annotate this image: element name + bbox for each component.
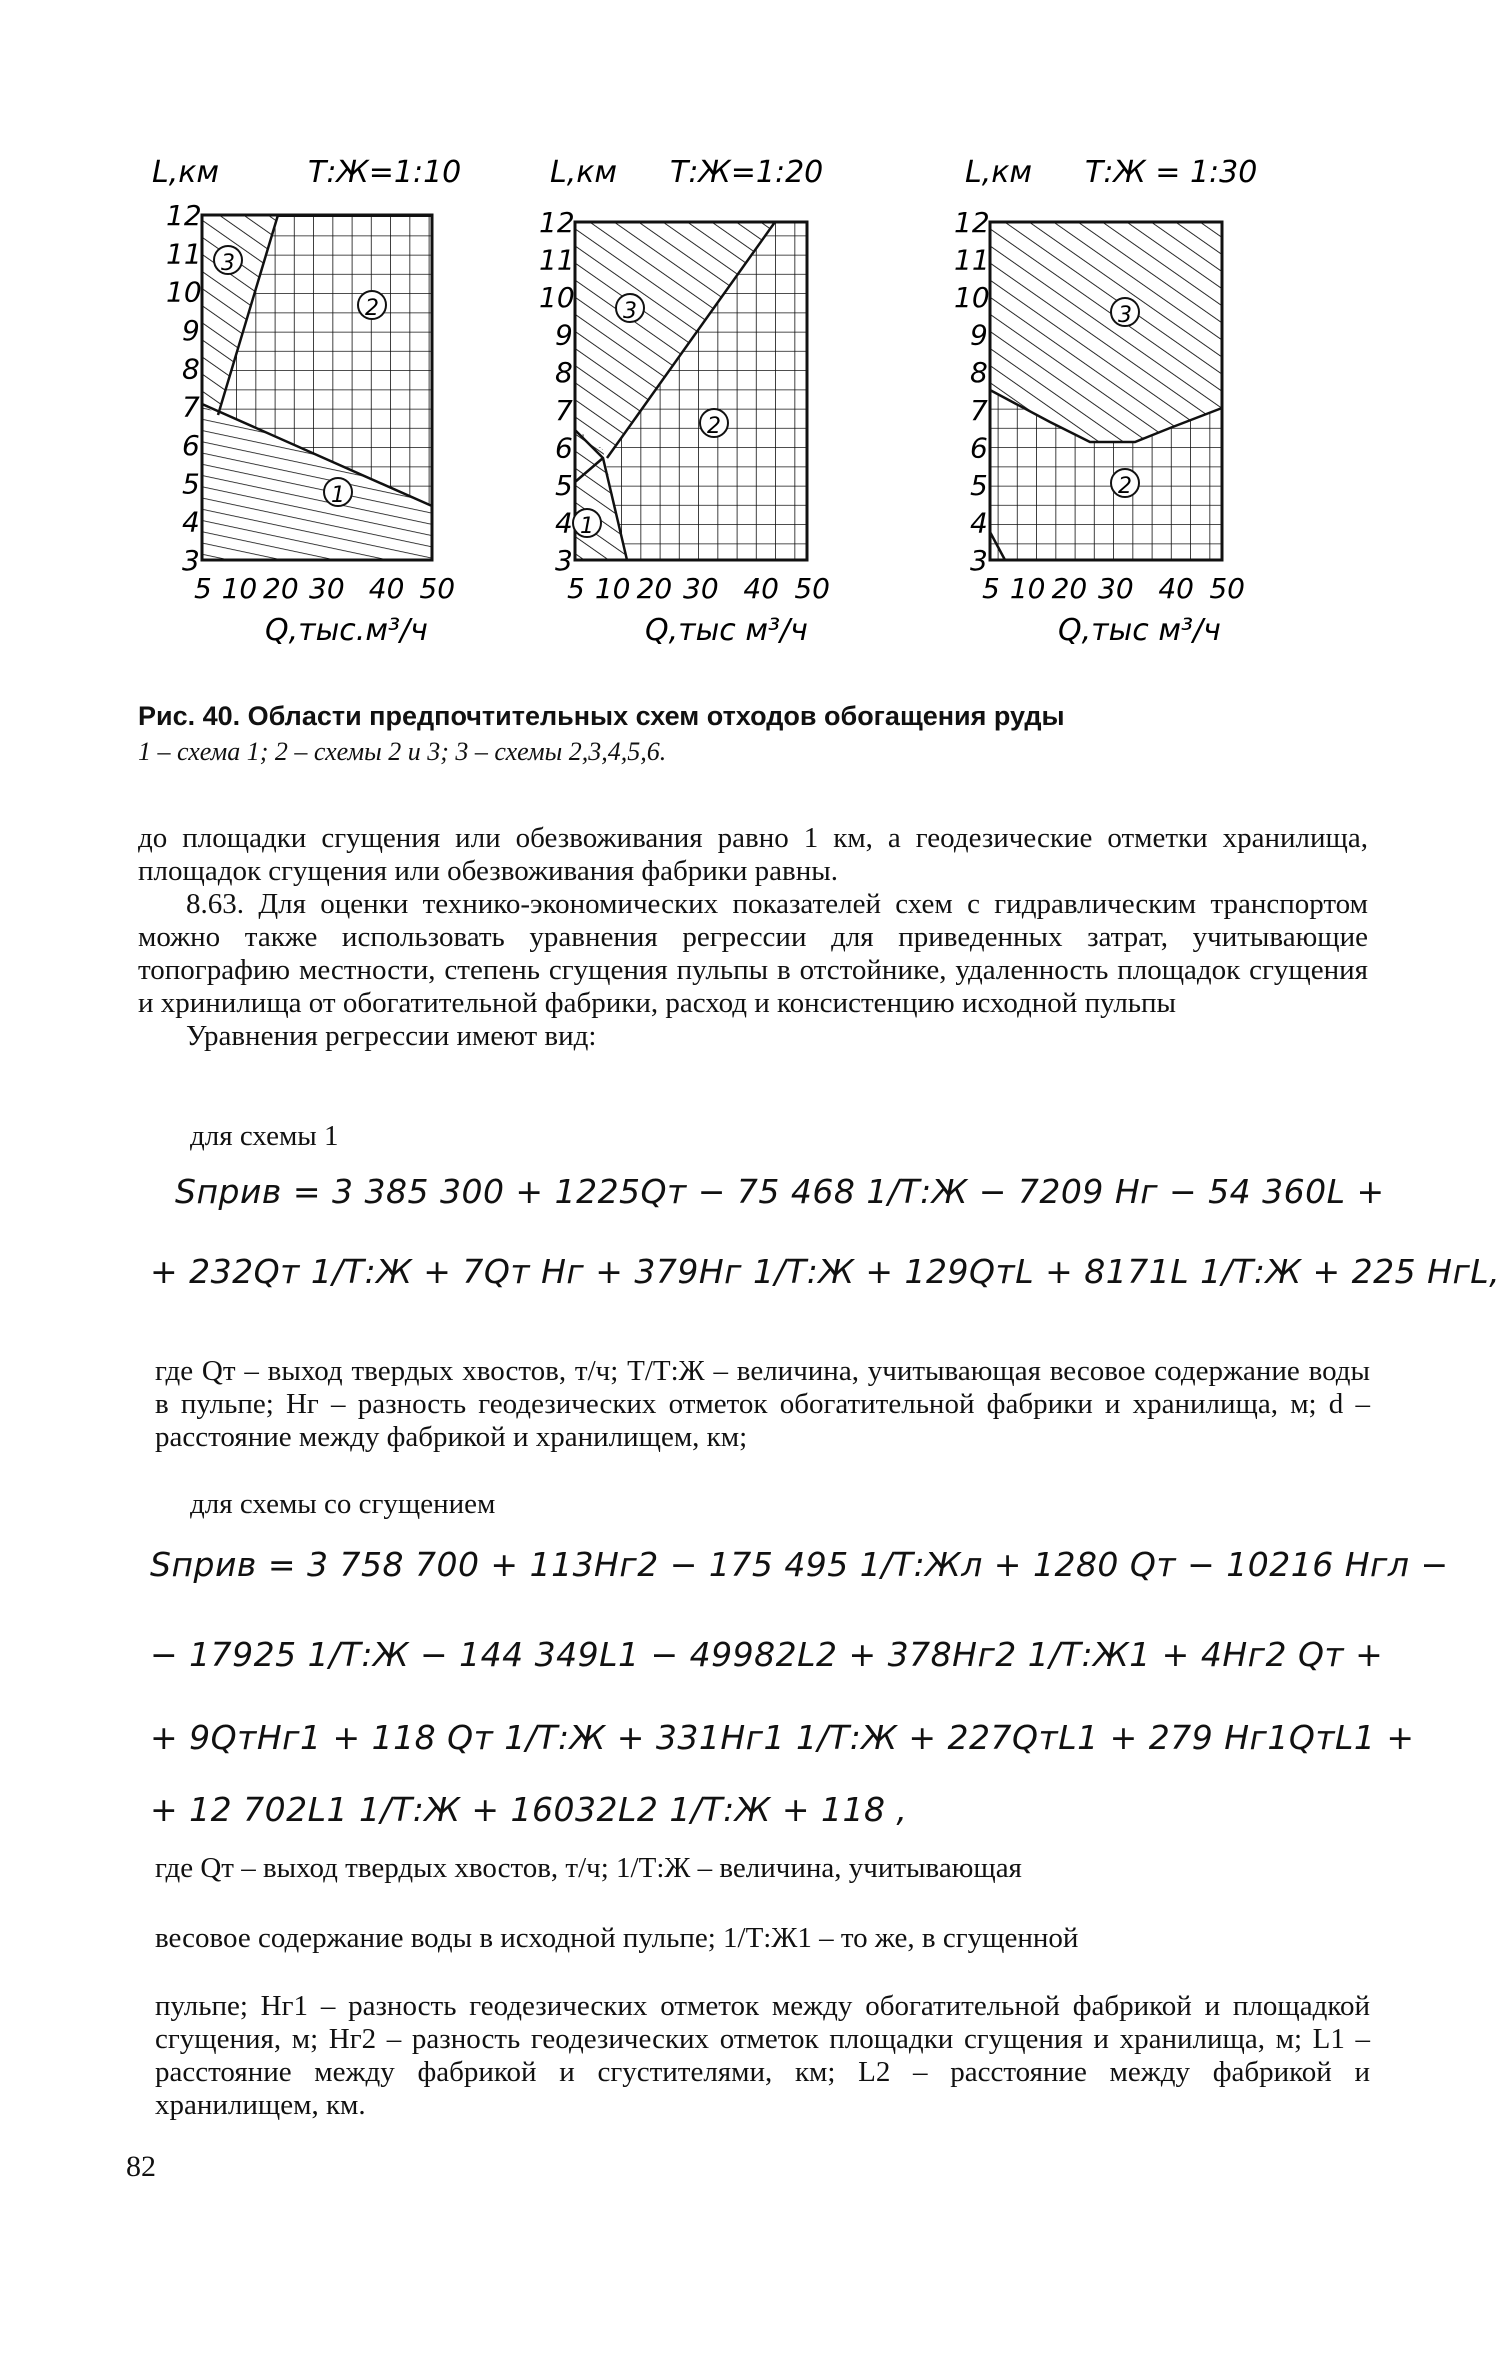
paragraph-continuation: до площадки сгущения или обезвоживания равно 1 км, а геодезические отметки хранилища, площадок сгущения или обезвоживания фабрики равны. — [138, 822, 1368, 887]
y-tick-label: 9 — [970, 318, 988, 352]
panel-3 — [954, 155, 1257, 648]
x-tick-label: 40 — [743, 572, 779, 605]
equation-2-line-1: Sприв = 3 758 700 + 113Hг2 − 175 495 1/Т:Жл + 1280 Qт − 10216 Hгл − — [150, 1545, 1449, 1584]
paragraph-8-63: 8.63. Для оценки технико-экономических показателей схем с гидравлическим транспортом можно также использовать уравнения регрессии для приведенных затрат, учитывающие топографию местности, степень сгущения пульпы в отстойнике, удаленность площадок сгущения и хринилища от обогатительной фабрики, расход и консистенцию исходной пульпы — [138, 888, 1368, 1019]
x-tick-label: 40 — [1158, 572, 1194, 605]
y-tick-label: 10 — [539, 281, 575, 315]
x-tick-label: 50 — [419, 572, 456, 605]
y-tick-label: 12 — [954, 206, 990, 239]
panel-3-x-ticks — [982, 572, 1245, 605]
svg-text:3: 3 — [221, 251, 235, 276]
y-tick-label: 5 — [555, 468, 573, 502]
y-tick-label: 8 — [970, 356, 988, 390]
panel-2-y-ticks — [539, 206, 575, 577]
x-tick-label: 30 — [1098, 572, 1134, 605]
y-tick-label: 3 — [970, 544, 988, 577]
scheme-1-heading: для схемы 1 — [190, 1120, 339, 1152]
equation-2-legend-c: пульпе; Hг1 – разность геодезических отметок между обогатительной фабрикой и площадкой сгущения, м; Hг2 – разность геодезических отметок площадки сгущения и хранилища, м; L1 – расстояние между фабрикой и сгустителями, км; L2 – расстояние между фабрикой и хранилищем, км. — [155, 1990, 1370, 2121]
panel-3-y-unit: L,км — [965, 155, 1033, 190]
text-block-1 — [138, 822, 1368, 1053]
y-tick-label: 3 — [182, 544, 200, 577]
x-tick-label: 20 — [263, 572, 299, 605]
y-tick-label: 4 — [555, 506, 573, 540]
y-tick-label: 9 — [182, 314, 200, 347]
figure-caption — [138, 698, 1378, 770]
equation-1-legend: где Qт – выход твердых хвостов, т/ч; Т/Т:Ж – величина, учитывающая весовое содержание воды в пульпе; Hг – разность геодезических отметок обогатительной фабрики и хранилища, м; d – расстояние между фабрикой и хранилищем, км; — [155, 1355, 1370, 1453]
figure-40 — [120, 140, 1380, 670]
caption-legend: 1 – схема 1; 2 – схемы 2 и 3; 3 – схемы 2,3,4,5,6. — [138, 737, 667, 766]
equation-2-line-2: − 17925 1/Т:Ж − 144 349L1 − 49982L2 + 378Hг2 1/Т:Ж1 + 4Hг2 Qт + — [150, 1635, 1384, 1674]
thickening-scheme-heading: для схемы со сгущением — [190, 1488, 496, 1520]
x-tick-label: 5 — [982, 572, 1000, 605]
y-tick-label: 4 — [182, 505, 200, 539]
x-tick-label: 40 — [368, 572, 405, 605]
y-tick-label: 6 — [182, 429, 200, 462]
svg-text:3: 3 — [623, 299, 637, 324]
panel-3-ratio: Т:Ж = 1:30 — [1085, 155, 1258, 190]
svg-text:2: 2 — [707, 414, 721, 439]
svg-text:1: 1 — [331, 483, 345, 508]
panel-2-x-ticks — [567, 572, 830, 605]
y-tick-label: 11 — [166, 237, 202, 271]
panel-1-x-label: Q,тыс.м³/ч — [265, 613, 428, 648]
y-tick-label: 12 — [539, 206, 575, 239]
equation-2-legend-a: где Qт – выход твердых хвостов, т/ч; 1/Т:Ж – величина, учитывающая — [155, 1852, 1022, 1884]
y-tick-label: 5 — [182, 467, 200, 501]
x-tick-label: 50 — [1209, 572, 1246, 605]
y-tick-label: 8 — [182, 352, 200, 386]
panel-1-y-ticks — [166, 199, 202, 577]
y-tick-label: 8 — [555, 356, 573, 390]
equation-2-legend-b: весовое содержание воды в исходной пульпе; 1/Т:Ж1 – то же, в сгущенной — [155, 1922, 1079, 1954]
panel-1-ratio: Т:Ж=1:10 — [308, 155, 462, 190]
paragraph-regression-intro: Уравнения регрессии имеют вид: — [186, 1020, 597, 1052]
x-tick-label: 50 — [794, 572, 831, 605]
y-tick-label: 11 — [539, 243, 575, 277]
figure-svg — [120, 140, 1380, 670]
y-tick-label: 6 — [970, 431, 988, 465]
equation-2-line-3: + 9QтHг1 + 118 Qт 1/Т:Ж + 331Hг1 1/Т:Ж + 227QтL1 + 279 Hг1QтL1 + — [150, 1718, 1415, 1757]
x-tick-label: 30 — [309, 572, 345, 605]
svg-text:2: 2 — [365, 296, 379, 321]
panel-3-x-label: Q,тыс м³/ч — [1058, 613, 1221, 648]
panel-2-x-label: Q,тыс м³/ч — [645, 613, 808, 648]
panel-3-y-ticks — [954, 206, 990, 577]
equation-1-line-1: Sприв = 3 385 300 + 1225Qт − 75 468 1/Т:Ж − 7209 Hг − 54 360L + — [175, 1172, 1385, 1211]
y-tick-label: 5 — [970, 468, 988, 502]
x-tick-label: 20 — [1051, 572, 1088, 605]
panel-2 — [539, 155, 830, 648]
y-tick-label: 6 — [555, 431, 573, 465]
x-tick-label: 10 — [1009, 572, 1046, 605]
svg-text:2: 2 — [1118, 474, 1132, 499]
y-tick-label: 10 — [166, 275, 202, 309]
caption-heading: Рис. 40. Области предпочтительных схем отходов обогащения руды — [138, 701, 1065, 731]
panel-1-y-unit: L,км — [152, 155, 220, 190]
y-tick-label: 10 — [954, 281, 990, 315]
panel-2-y-unit: L,км — [550, 155, 618, 190]
y-tick-label: 7 — [555, 393, 573, 427]
page-number: 82 — [126, 2150, 156, 2183]
y-tick-label: 3 — [555, 544, 573, 577]
y-tick-label: 9 — [555, 318, 573, 352]
x-tick-label: 10 — [221, 572, 258, 605]
y-tick-label: 11 — [954, 243, 990, 277]
x-tick-label: 5 — [194, 572, 212, 605]
x-tick-label: 5 — [567, 572, 585, 605]
svg-text:1: 1 — [580, 514, 594, 539]
panel-2-ratio: Т:Ж=1:20 — [670, 155, 824, 190]
y-tick-label: 7 — [182, 390, 200, 424]
y-tick-label: 12 — [166, 199, 202, 232]
x-tick-label: 10 — [594, 572, 631, 605]
svg-text:3: 3 — [1118, 303, 1132, 328]
panel-1-x-ticks — [194, 572, 455, 605]
y-tick-label: 7 — [970, 393, 988, 427]
panel-1 — [152, 155, 461, 648]
x-tick-label: 20 — [636, 572, 673, 605]
equation-2-line-4: + 12 702L1 1/Т:Ж + 16032L2 1/Т:Ж + 118 , — [150, 1790, 908, 1829]
x-tick-label: 30 — [683, 572, 719, 605]
equation-1-line-2: + 232Qт 1/Т:Ж + 7Qт Hг + 379Hг 1/Т:Ж + 129QтL + 8171L 1/Т:Ж + 225 HгL, — [150, 1252, 1500, 1291]
y-tick-label: 4 — [970, 506, 988, 540]
